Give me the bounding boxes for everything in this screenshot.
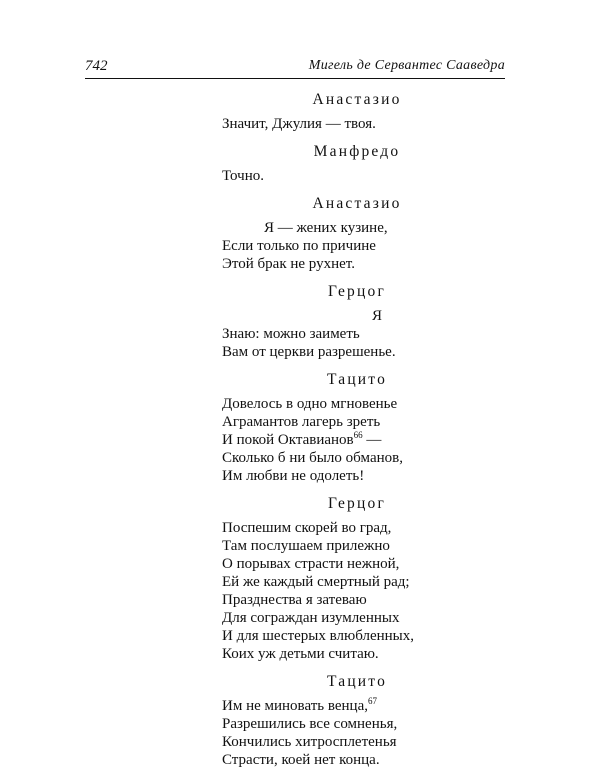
- speaker-name: Тацито: [326, 371, 388, 388]
- verse-line: Кончились хитросплетенья: [222, 734, 397, 750]
- page-header: [85, 56, 505, 80]
- verse-line: Точно.: [222, 168, 264, 184]
- dash: —: [362, 432, 382, 448]
- verse-text: Им не миновать венца,: [222, 698, 368, 714]
- verse-line: О порывах страсти нежной,: [222, 556, 400, 572]
- speaker-name: Герцог: [327, 283, 386, 300]
- page-number: 742: [85, 58, 108, 74]
- speaker-name: Манфредо: [313, 143, 401, 160]
- speaker-name: Анастазио: [312, 91, 402, 108]
- verse-line: Сколько б ни было обманов,: [222, 450, 403, 466]
- footnote-marker[interactable]: 66: [353, 430, 363, 440]
- verse-line: Знаю: можно заиметь: [222, 326, 360, 342]
- verse-line: Коих уж детьми считаю.: [222, 646, 379, 662]
- verse-line: Празднества я затеваю: [222, 592, 367, 608]
- verse-line: Для сограждан изумленных: [222, 610, 400, 626]
- speech-duke-1: [222, 282, 492, 361]
- verse-line: Довелось в одно мгновенье: [222, 396, 398, 412]
- verse-line-with-footnote: [222, 697, 492, 715]
- speech-duke-2: [222, 494, 492, 663]
- speaker-name: Тацито: [326, 673, 388, 690]
- speech-tacito-2: [222, 672, 492, 769]
- verse-line: Этой брак не рухнет.: [222, 256, 355, 272]
- verse-line: Я: [372, 308, 383, 324]
- speaker-name: Анастазио: [312, 195, 402, 212]
- speech-manfredo: [222, 142, 492, 185]
- running-title: Мигель де Сервантес Сааведра: [308, 58, 505, 73]
- verse-line-with-footnote: [222, 431, 492, 449]
- verse-line: Разрешились все сомненья,: [222, 716, 398, 732]
- verse-line: Я — жених кузине,: [264, 220, 388, 236]
- verse-line: Ей же каждый смертный рад;: [222, 574, 410, 590]
- verse-line: Страсти, коей нет конца.: [222, 752, 380, 768]
- speech-anastasio-1: [222, 90, 492, 133]
- play-text: [222, 90, 492, 778]
- speaker-name: Герцог: [327, 495, 386, 512]
- verse-line: Значит, Джулия — твоя.: [222, 116, 376, 132]
- footnote-marker[interactable]: 67: [367, 696, 377, 706]
- verse-line: Поспешим скорей во град,: [222, 520, 392, 536]
- verse-line: Им любви не одолеть!: [222, 468, 365, 484]
- header-rule: [85, 78, 505, 79]
- verse-line: Если только по причине: [222, 238, 376, 254]
- verse-line: Вам от церкви разрешенье.: [222, 344, 396, 360]
- speech-anastasio-2: [222, 194, 492, 273]
- speech-tacito-1: [222, 370, 492, 485]
- verse-line: И для шестерых влюбленных,: [222, 628, 414, 644]
- verse-text: И покой Октавианов: [222, 432, 354, 448]
- verse-line: Там послушаем прилежно: [222, 538, 390, 554]
- verse-line: Аграмантов лагерь зреть: [222, 414, 381, 430]
